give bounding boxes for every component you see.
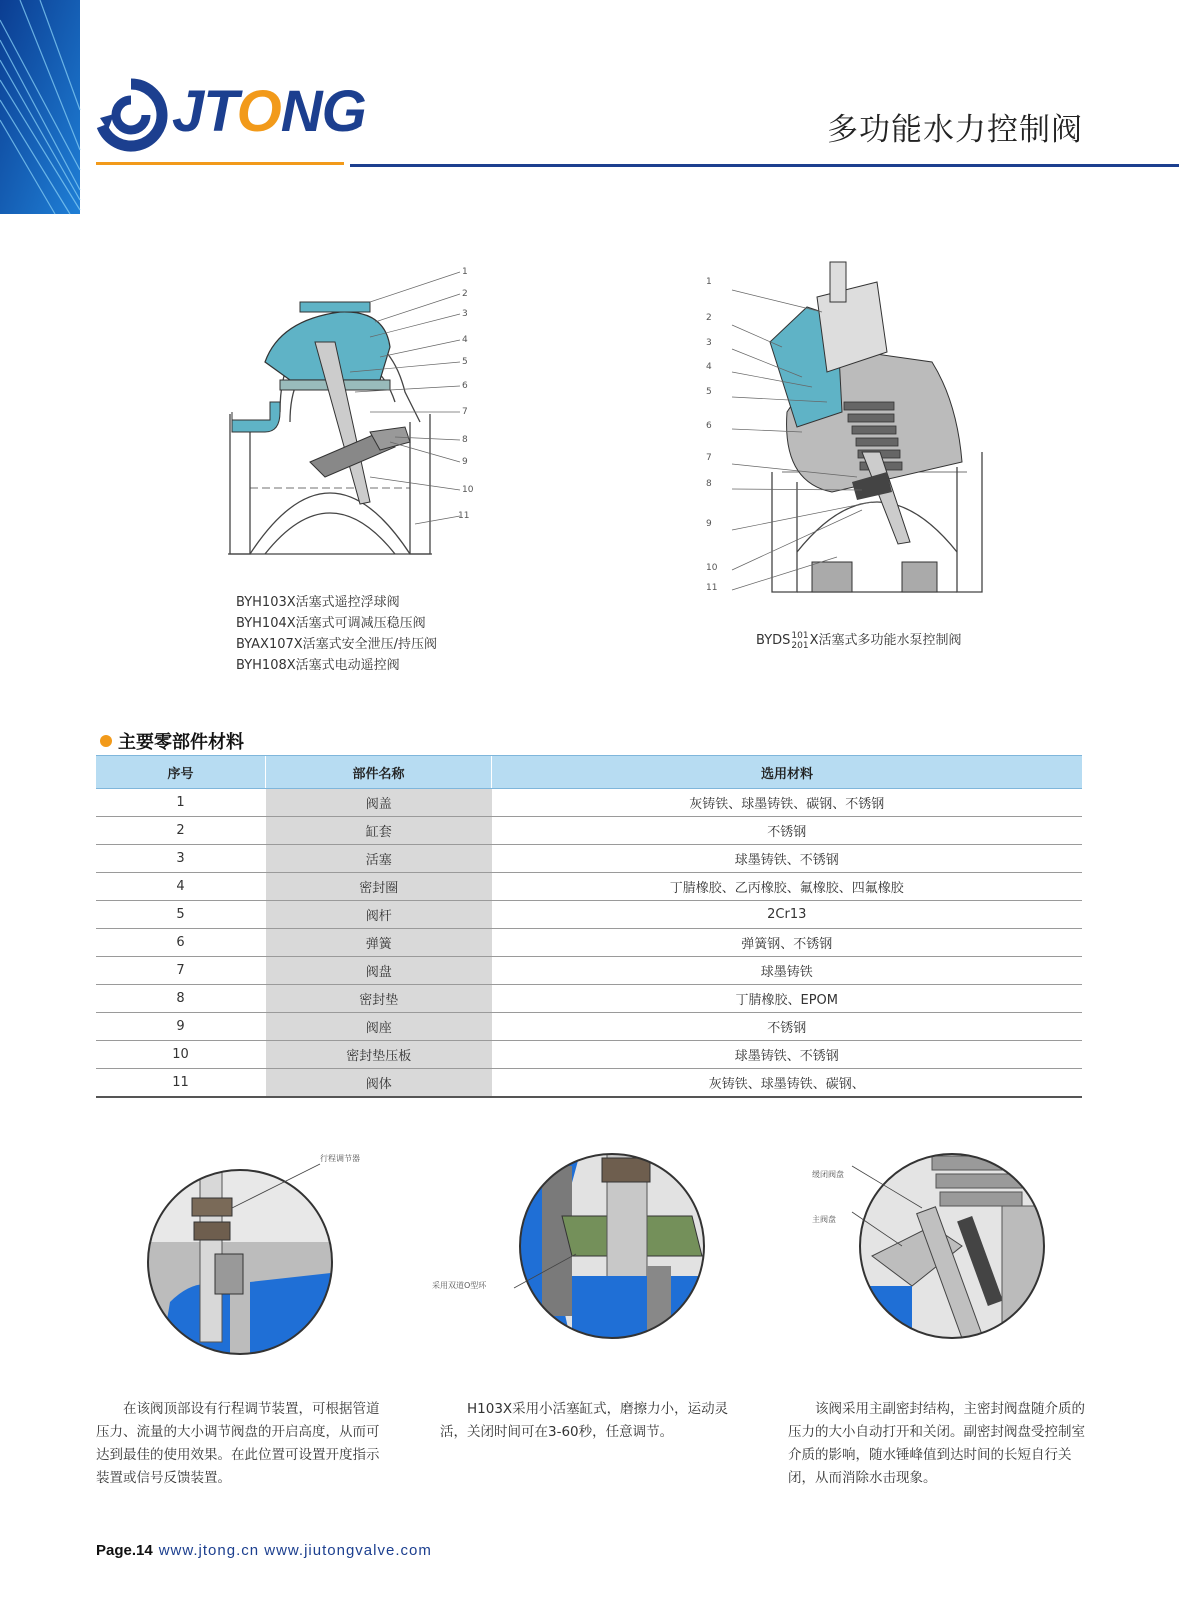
cell-number: 7 xyxy=(96,957,266,985)
bullet-dot-icon xyxy=(100,735,112,747)
cell-number: 5 xyxy=(96,901,266,929)
caption-line: BYAX107X活塞式安全泄压/持压阀 xyxy=(236,637,438,652)
cell-material: 灰铸铁、球墨铸铁、碳钢、 xyxy=(492,1069,1083,1098)
column-header: 序号 xyxy=(96,756,266,789)
header-orange-rule xyxy=(96,162,344,165)
footer-urls: www.jtong.cn www.jiutongvalve.com xyxy=(158,1542,432,1559)
svg-text:1: 1 xyxy=(706,277,712,287)
cell-material: 灰铸铁、球墨铸铁、碳钢、不锈钢 xyxy=(492,789,1083,817)
detail-description: 该阀采用主副密封结构，主密封阀盘随介质的压力的大小自动打开和关闭。副密封阀盘受控制室介质的影响，随水锤峰值到达时间的长短自行关闭，从而消除水击现象。 xyxy=(788,1401,1085,1486)
cell-material: 丁腈橡胶、乙丙橡胶、氟橡胶、四氟橡胶 xyxy=(492,873,1083,901)
svg-text:4: 4 xyxy=(462,335,468,345)
cell-number: 11 xyxy=(96,1069,266,1098)
svg-text:11: 11 xyxy=(458,511,470,521)
table-header-row xyxy=(96,756,1082,789)
brand-logo xyxy=(94,76,366,156)
right-diagram-caption: BYDS 101 201 X活塞式多功能水泵控制阀 xyxy=(756,630,962,651)
caption-line: BYH103X活塞式遥控浮球阀 xyxy=(236,595,400,610)
cell-number: 6 xyxy=(96,929,266,957)
corner-decoration xyxy=(0,0,80,214)
detail-label: 行程调节器 xyxy=(320,1154,360,1163)
section-heading: 主要零部件材料 xyxy=(100,728,244,754)
logo-mark-icon xyxy=(94,78,168,152)
page-footer xyxy=(96,1541,432,1559)
cell-material: 球墨铸铁 xyxy=(492,957,1083,985)
table-row xyxy=(96,929,1082,957)
svg-text:5: 5 xyxy=(706,387,712,397)
svg-text:5: 5 xyxy=(462,357,468,367)
cell-material: 2Cr13 xyxy=(492,901,1083,929)
cell-material: 不锈钢 xyxy=(492,817,1083,845)
page-title: 多功能水力控制阀 xyxy=(827,112,1083,148)
parts-material-table xyxy=(96,755,1082,1098)
header-blue-rule xyxy=(350,164,1179,167)
svg-text:3: 3 xyxy=(462,309,468,319)
table-row xyxy=(96,873,1082,901)
svg-text:4: 4 xyxy=(706,362,712,372)
cell-part-name: 缸套 xyxy=(266,817,492,845)
cell-part-name: 弹簧 xyxy=(266,929,492,957)
caption-line: BYH108X活塞式电动遥控阀 xyxy=(236,658,400,673)
caption-line: BYH104X活塞式可调减压稳压阀 xyxy=(236,616,426,631)
table-row xyxy=(96,789,1082,817)
svg-text:7: 7 xyxy=(706,453,712,463)
cell-material: 球墨铸铁、不锈钢 xyxy=(492,1041,1083,1069)
svg-text:10: 10 xyxy=(462,485,474,495)
cell-number: 1 xyxy=(96,789,266,817)
detail-label: 缓闭阀盘 xyxy=(812,1170,844,1179)
detail-description: 在该阀顶部设有行程调节装置，可根据管道压力、流量的大小调节阀盘的开启高度，从而可达到最佳的使用效果。在此位置可设置开度指示装置或信号反馈装置。 xyxy=(96,1401,380,1486)
cell-number: 3 xyxy=(96,845,266,873)
svg-text:2: 2 xyxy=(706,313,712,323)
svg-text:6: 6 xyxy=(462,381,468,391)
page-number: Page.14 xyxy=(96,1542,153,1559)
detail-description: H103X采用小活塞缸式，磨擦力小，运动灵活，关闭时间可在3-60秒，任意调节。 xyxy=(440,1401,729,1440)
cell-part-name: 阀盖 xyxy=(266,789,492,817)
cell-number: 4 xyxy=(96,873,266,901)
svg-text:6: 6 xyxy=(706,421,712,431)
table-row xyxy=(96,1041,1082,1069)
detail-label: 主阀盘 xyxy=(812,1215,836,1224)
brand-wordmark: JTONG xyxy=(172,79,366,144)
table-row xyxy=(96,1013,1082,1041)
cell-part-name: 密封垫压板 xyxy=(266,1041,492,1069)
detail-stroke-adjuster-image xyxy=(140,1162,340,1362)
cell-part-name: 阀体 xyxy=(266,1069,492,1098)
svg-text:9: 9 xyxy=(462,457,468,467)
cell-part-name: 阀座 xyxy=(266,1013,492,1041)
column-header: 选用材料 xyxy=(492,756,1083,789)
table-row xyxy=(96,985,1082,1013)
detail-double-seal-image xyxy=(852,1146,1052,1346)
svg-text:8: 8 xyxy=(462,435,468,445)
svg-text:8: 8 xyxy=(706,479,712,489)
detail-o-ring-image xyxy=(512,1146,712,1346)
left-diagram-captions xyxy=(236,592,437,676)
svg-text:9: 9 xyxy=(706,519,712,529)
cell-number: 10 xyxy=(96,1041,266,1069)
detail-label: 采用双道O型环 xyxy=(432,1281,487,1290)
table-row xyxy=(96,1069,1082,1098)
cell-number: 8 xyxy=(96,985,266,1013)
svg-text:10: 10 xyxy=(706,563,718,573)
cell-material: 弹簧钢、不锈钢 xyxy=(492,929,1083,957)
cell-material: 丁腈橡胶、EPOM xyxy=(492,985,1083,1013)
cell-part-name: 活塞 xyxy=(266,845,492,873)
table-row xyxy=(96,957,1082,985)
left-valve-diagram xyxy=(220,262,480,562)
svg-text:3: 3 xyxy=(706,338,712,348)
svg-text:1: 1 xyxy=(462,267,468,277)
cell-part-name: 阀盘 xyxy=(266,957,492,985)
table-row xyxy=(96,845,1082,873)
cell-number: 9 xyxy=(96,1013,266,1041)
column-header: 部件名称 xyxy=(266,756,492,789)
table-row xyxy=(96,901,1082,929)
cell-part-name: 密封垫 xyxy=(266,985,492,1013)
svg-text:2: 2 xyxy=(462,289,468,299)
cell-part-name: 阀杆 xyxy=(266,901,492,929)
cell-number: 2 xyxy=(96,817,266,845)
cell-material: 球墨铸铁、不锈钢 xyxy=(492,845,1083,873)
table-row xyxy=(96,817,1082,845)
svg-text:11: 11 xyxy=(706,583,718,593)
cell-part-name: 密封圈 xyxy=(266,873,492,901)
svg-text:7: 7 xyxy=(462,407,468,417)
cell-material: 不锈钢 xyxy=(492,1013,1083,1041)
right-valve-diagram xyxy=(706,252,997,602)
